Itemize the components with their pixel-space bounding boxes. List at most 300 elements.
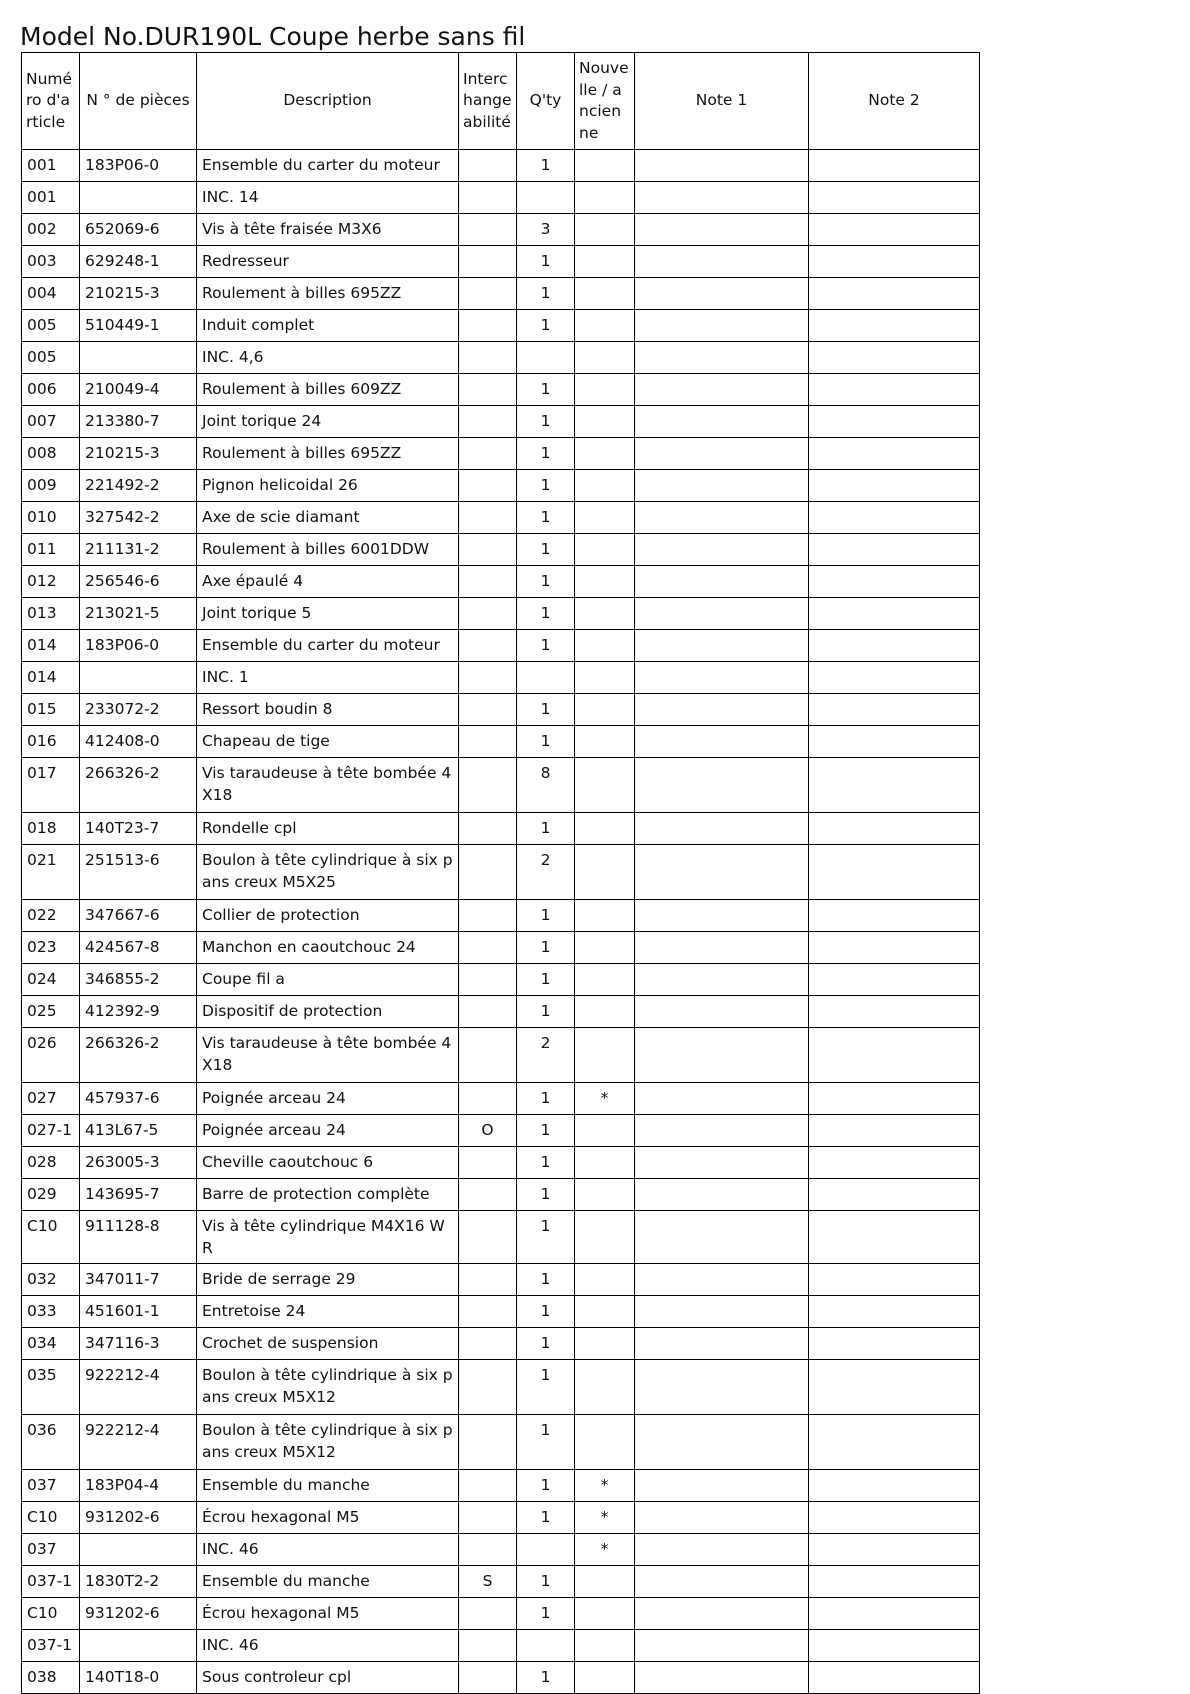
cell-part-no: 922212-4 xyxy=(80,1415,197,1470)
cell-description: Roulement à billes 6001DDW xyxy=(197,534,459,566)
cell-qty: 1 xyxy=(517,1662,575,1694)
cell-item-no: 014 xyxy=(22,662,80,694)
cell-new-old xyxy=(575,932,635,964)
table-row xyxy=(22,1264,980,1296)
cell-interchangeability xyxy=(459,630,517,662)
cell-qty: 1 xyxy=(517,932,575,964)
cell-note1 xyxy=(635,813,809,845)
cell-new-old xyxy=(575,1598,635,1630)
cell-note2 xyxy=(809,310,980,342)
cell-new-old: * xyxy=(575,1534,635,1566)
cell-interchangeability xyxy=(459,1534,517,1566)
cell-note1 xyxy=(635,1028,809,1083)
cell-note2 xyxy=(809,438,980,470)
cell-qty: 1 xyxy=(517,996,575,1028)
cell-interchangeability xyxy=(459,1211,517,1264)
cell-item-no: 014 xyxy=(22,630,80,662)
cell-note1 xyxy=(635,438,809,470)
cell-item-no: C10 xyxy=(22,1502,80,1534)
table-row xyxy=(22,374,980,406)
cell-interchangeability xyxy=(459,845,517,900)
table-row xyxy=(22,438,980,470)
cell-new-old xyxy=(575,845,635,900)
table-row xyxy=(22,996,980,1028)
cell-new-old xyxy=(575,1211,635,1264)
cell-item-no: 025 xyxy=(22,996,80,1028)
header-row xyxy=(22,53,980,150)
cell-item-no: 028 xyxy=(22,1147,80,1179)
cell-new-old xyxy=(575,278,635,310)
cell-qty: 1 xyxy=(517,1566,575,1598)
cell-interchangeability xyxy=(459,813,517,845)
cell-note2 xyxy=(809,813,980,845)
table-header xyxy=(22,53,980,150)
cell-note1 xyxy=(635,996,809,1028)
table-row xyxy=(22,1662,980,1694)
header-qty: Q'ty xyxy=(517,53,575,150)
cell-item-no: 005 xyxy=(22,310,80,342)
table-row xyxy=(22,182,980,214)
cell-interchangeability xyxy=(459,964,517,996)
cell-note2 xyxy=(809,1264,980,1296)
cell-description: Écrou hexagonal M5 xyxy=(197,1502,459,1534)
cell-description: Manchon en caoutchouc 24 xyxy=(197,932,459,964)
cell-item-no: 007 xyxy=(22,406,80,438)
cell-part-no: 931202-6 xyxy=(80,1598,197,1630)
cell-qty: 1 xyxy=(517,1415,575,1470)
cell-part-no xyxy=(80,342,197,374)
cell-item-no: C10 xyxy=(22,1598,80,1630)
cell-part-no: 213021-5 xyxy=(80,598,197,630)
cell-note2 xyxy=(809,278,980,310)
cell-note2 xyxy=(809,406,980,438)
cell-qty: 1 xyxy=(517,694,575,726)
cell-interchangeability xyxy=(459,1147,517,1179)
table-row xyxy=(22,1147,980,1179)
cell-note1 xyxy=(635,1415,809,1470)
cell-part-no: 256546-6 xyxy=(80,566,197,598)
cell-qty: 1 xyxy=(517,1470,575,1502)
cell-description: Entretoise 24 xyxy=(197,1296,459,1328)
cell-description: Crochet de suspension xyxy=(197,1328,459,1360)
cell-qty xyxy=(517,342,575,374)
cell-qty: 1 xyxy=(517,566,575,598)
cell-part-no: 451601-1 xyxy=(80,1296,197,1328)
cell-qty: 1 xyxy=(517,1211,575,1264)
cell-new-old xyxy=(575,438,635,470)
cell-note2 xyxy=(809,758,980,813)
cell-description: Redresseur xyxy=(197,246,459,278)
cell-part-no: 221492-2 xyxy=(80,470,197,502)
cell-description: Roulement à billes 609ZZ xyxy=(197,374,459,406)
cell-part-no: 1830T2-2 xyxy=(80,1566,197,1598)
cell-new-old xyxy=(575,342,635,374)
cell-part-no: 263005-3 xyxy=(80,1147,197,1179)
cell-part-no: 233072-2 xyxy=(80,694,197,726)
cell-part-no: 412392-9 xyxy=(80,996,197,1028)
cell-interchangeability xyxy=(459,566,517,598)
cell-note2 xyxy=(809,1147,980,1179)
table-row xyxy=(22,758,980,813)
cell-part-no: 183P06-0 xyxy=(80,150,197,182)
cell-new-old xyxy=(575,1147,635,1179)
cell-description: Boulon à tête cylindrique à six pans creux M5X12 xyxy=(197,1360,459,1415)
cell-note2 xyxy=(809,214,980,246)
cell-note1 xyxy=(635,1328,809,1360)
cell-note1 xyxy=(635,758,809,813)
cell-item-no: 005 xyxy=(22,342,80,374)
cell-description: Bride de serrage 29 xyxy=(197,1264,459,1296)
cell-new-old xyxy=(575,1296,635,1328)
cell-qty: 1 xyxy=(517,534,575,566)
cell-qty: 1 xyxy=(517,1598,575,1630)
cell-note1 xyxy=(635,214,809,246)
cell-interchangeability xyxy=(459,1083,517,1115)
table-row xyxy=(22,1360,980,1415)
cell-interchangeability xyxy=(459,438,517,470)
cell-note1 xyxy=(635,932,809,964)
cell-interchangeability xyxy=(459,932,517,964)
cell-qty: 1 xyxy=(517,374,575,406)
cell-description: Roulement à billes 695ZZ xyxy=(197,278,459,310)
table-row xyxy=(22,502,980,534)
cell-description: Ensemble du manche xyxy=(197,1566,459,1598)
cell-interchangeability xyxy=(459,534,517,566)
cell-qty: 1 xyxy=(517,470,575,502)
cell-item-no: 029 xyxy=(22,1179,80,1211)
cell-description: Induit complet xyxy=(197,310,459,342)
cell-part-no: 652069-6 xyxy=(80,214,197,246)
cell-note1 xyxy=(635,845,809,900)
table-row xyxy=(22,1598,980,1630)
cell-note2 xyxy=(809,1534,980,1566)
cell-note2 xyxy=(809,534,980,566)
cell-qty: 1 xyxy=(517,246,575,278)
table-row xyxy=(22,566,980,598)
cell-interchangeability xyxy=(459,342,517,374)
cell-note2 xyxy=(809,964,980,996)
cell-part-no: 412408-0 xyxy=(80,726,197,758)
table-row xyxy=(22,1415,980,1470)
table-row xyxy=(22,1328,980,1360)
cell-qty: 1 xyxy=(517,1115,575,1147)
table-row xyxy=(22,1296,980,1328)
cell-part-no xyxy=(80,662,197,694)
cell-item-no: 013 xyxy=(22,598,80,630)
cell-part-no: 266326-2 xyxy=(80,1028,197,1083)
cell-interchangeability xyxy=(459,214,517,246)
cell-part-no: 266326-2 xyxy=(80,758,197,813)
table-row xyxy=(22,214,980,246)
cell-note1 xyxy=(635,1296,809,1328)
cell-item-no: 023 xyxy=(22,932,80,964)
cell-interchangeability xyxy=(459,1360,517,1415)
cell-item-no: 038 xyxy=(22,1662,80,1694)
cell-interchangeability xyxy=(459,758,517,813)
cell-part-no: 424567-8 xyxy=(80,932,197,964)
cell-qty: 1 xyxy=(517,502,575,534)
cell-interchangeability xyxy=(459,694,517,726)
cell-item-no: C10 xyxy=(22,1211,80,1264)
cell-new-old xyxy=(575,246,635,278)
cell-interchangeability xyxy=(459,502,517,534)
cell-item-no: 012 xyxy=(22,566,80,598)
cell-new-old xyxy=(575,1028,635,1083)
cell-interchangeability xyxy=(459,1296,517,1328)
cell-note1 xyxy=(635,1662,809,1694)
parts-table xyxy=(21,52,980,1694)
cell-part-no: 629248-1 xyxy=(80,246,197,278)
cell-item-no: 018 xyxy=(22,813,80,845)
cell-new-old: * xyxy=(575,1502,635,1534)
cell-new-old xyxy=(575,1328,635,1360)
table-row xyxy=(22,342,980,374)
cell-interchangeability xyxy=(459,1598,517,1630)
cell-note2 xyxy=(809,1115,980,1147)
cell-part-no xyxy=(80,182,197,214)
page-title: Model No.DUR190L Coupe herbe sans fil xyxy=(20,22,526,51)
cell-description: Joint torique 5 xyxy=(197,598,459,630)
cell-new-old: * xyxy=(575,1083,635,1115)
cell-new-old xyxy=(575,662,635,694)
header-note2: Note 2 xyxy=(809,53,980,150)
cell-part-no: 140T23-7 xyxy=(80,813,197,845)
cell-qty xyxy=(517,1534,575,1566)
cell-interchangeability xyxy=(459,1415,517,1470)
cell-qty: 1 xyxy=(517,1179,575,1211)
cell-note2 xyxy=(809,374,980,406)
cell-description: Cheville caoutchouc 6 xyxy=(197,1147,459,1179)
cell-part-no: 911128-8 xyxy=(80,1211,197,1264)
cell-interchangeability xyxy=(459,246,517,278)
cell-note1 xyxy=(635,630,809,662)
header-interchangeability: Interchangeabilité xyxy=(459,53,517,150)
table-row xyxy=(22,1566,980,1598)
cell-description: Vis à tête fraisée M3X6 xyxy=(197,214,459,246)
table-row xyxy=(22,630,980,662)
cell-interchangeability xyxy=(459,1630,517,1662)
cell-item-no: 037 xyxy=(22,1470,80,1502)
cell-part-no xyxy=(80,1534,197,1566)
cell-interchangeability xyxy=(459,310,517,342)
cell-item-no: 021 xyxy=(22,845,80,900)
cell-interchangeability xyxy=(459,406,517,438)
cell-note1 xyxy=(635,342,809,374)
cell-new-old xyxy=(575,1566,635,1598)
cell-note1 xyxy=(635,1630,809,1662)
cell-part-no: 922212-4 xyxy=(80,1360,197,1415)
cell-note1 xyxy=(635,1083,809,1115)
table-row xyxy=(22,1115,980,1147)
cell-qty: 1 xyxy=(517,150,575,182)
cell-description: Ensemble du carter du moteur xyxy=(197,150,459,182)
cell-note1 xyxy=(635,278,809,310)
table-row xyxy=(22,964,980,996)
cell-description: INC. 46 xyxy=(197,1630,459,1662)
cell-description: Chapeau de tige xyxy=(197,726,459,758)
cell-part-no: 347011-7 xyxy=(80,1264,197,1296)
table-row xyxy=(22,1502,980,1534)
cell-note1 xyxy=(635,598,809,630)
cell-qty: 1 xyxy=(517,310,575,342)
cell-qty: 1 xyxy=(517,278,575,310)
cell-new-old xyxy=(575,1415,635,1470)
table-row xyxy=(22,406,980,438)
cell-interchangeability xyxy=(459,662,517,694)
table-row xyxy=(22,813,980,845)
cell-item-no: 001 xyxy=(22,150,80,182)
cell-new-old xyxy=(575,150,635,182)
cell-note2 xyxy=(809,900,980,932)
table-row xyxy=(22,1630,980,1662)
cell-note2 xyxy=(809,1028,980,1083)
cell-item-no: 003 xyxy=(22,246,80,278)
cell-description: Ensemble du carter du moteur xyxy=(197,630,459,662)
cell-note2 xyxy=(809,246,980,278)
cell-description: INC. 46 xyxy=(197,1534,459,1566)
cell-note1 xyxy=(635,502,809,534)
header-part-no: N ° de pièces xyxy=(80,53,197,150)
cell-note2 xyxy=(809,502,980,534)
cell-note1 xyxy=(635,310,809,342)
cell-part-no: 347667-6 xyxy=(80,900,197,932)
cell-note1 xyxy=(635,566,809,598)
cell-new-old xyxy=(575,534,635,566)
cell-new-old xyxy=(575,694,635,726)
cell-item-no: 037-1 xyxy=(22,1630,80,1662)
cell-note1 xyxy=(635,406,809,438)
cell-note2 xyxy=(809,150,980,182)
cell-description: Coupe fil a xyxy=(197,964,459,996)
cell-note1 xyxy=(635,662,809,694)
cell-part-no: 183P06-0 xyxy=(80,630,197,662)
cell-note2 xyxy=(809,1630,980,1662)
cell-interchangeability: S xyxy=(459,1566,517,1598)
cell-new-old xyxy=(575,1360,635,1415)
cell-new-old xyxy=(575,406,635,438)
cell-qty: 1 xyxy=(517,726,575,758)
cell-qty: 2 xyxy=(517,845,575,900)
cell-note2 xyxy=(809,1083,980,1115)
cell-note2 xyxy=(809,932,980,964)
cell-part-no: 140T18-0 xyxy=(80,1662,197,1694)
cell-new-old: * xyxy=(575,1470,635,1502)
table-row xyxy=(22,598,980,630)
cell-interchangeability xyxy=(459,900,517,932)
cell-qty: 1 xyxy=(517,406,575,438)
cell-interchangeability xyxy=(459,150,517,182)
cell-interchangeability: O xyxy=(459,1115,517,1147)
cell-description: Roulement à billes 695ZZ xyxy=(197,438,459,470)
cell-interchangeability xyxy=(459,374,517,406)
cell-item-no: 022 xyxy=(22,900,80,932)
table-row xyxy=(22,726,980,758)
cell-note2 xyxy=(809,182,980,214)
cell-note1 xyxy=(635,1502,809,1534)
cell-new-old xyxy=(575,182,635,214)
cell-qty xyxy=(517,662,575,694)
cell-qty: 8 xyxy=(517,758,575,813)
cell-part-no: 213380-7 xyxy=(80,406,197,438)
cell-note1 xyxy=(635,1360,809,1415)
cell-note1 xyxy=(635,1566,809,1598)
cell-part-no: 210215-3 xyxy=(80,438,197,470)
table-row xyxy=(22,845,980,900)
cell-description: Ensemble du manche xyxy=(197,1470,459,1502)
cell-new-old xyxy=(575,900,635,932)
cell-note1 xyxy=(635,1598,809,1630)
cell-part-no: 143695-7 xyxy=(80,1179,197,1211)
cell-item-no: 037 xyxy=(22,1534,80,1566)
table-row xyxy=(22,1470,980,1502)
cell-part-no: 931202-6 xyxy=(80,1502,197,1534)
table-row xyxy=(22,1534,980,1566)
table-row xyxy=(22,470,980,502)
cell-qty: 1 xyxy=(517,1083,575,1115)
cell-item-no: 001 xyxy=(22,182,80,214)
cell-item-no: 036 xyxy=(22,1415,80,1470)
cell-interchangeability xyxy=(459,1662,517,1694)
cell-qty: 1 xyxy=(517,1264,575,1296)
cell-note2 xyxy=(809,1296,980,1328)
cell-note2 xyxy=(809,1179,980,1211)
cell-item-no: 002 xyxy=(22,214,80,246)
cell-note2 xyxy=(809,662,980,694)
cell-new-old xyxy=(575,1662,635,1694)
cell-new-old xyxy=(575,758,635,813)
table-row xyxy=(22,310,980,342)
cell-note2 xyxy=(809,1598,980,1630)
cell-note1 xyxy=(635,1211,809,1264)
cell-part-no: 413L67-5 xyxy=(80,1115,197,1147)
cell-item-no: 017 xyxy=(22,758,80,813)
cell-new-old xyxy=(575,470,635,502)
cell-description: Axe épaulé 4 xyxy=(197,566,459,598)
cell-description: Axe de scie diamant xyxy=(197,502,459,534)
cell-item-no: 026 xyxy=(22,1028,80,1083)
cell-description: Boulon à tête cylindrique à six pans creux M5X25 xyxy=(197,845,459,900)
cell-new-old xyxy=(575,598,635,630)
cell-note2 xyxy=(809,1502,980,1534)
cell-description: Sous controleur cpl xyxy=(197,1662,459,1694)
cell-item-no: 009 xyxy=(22,470,80,502)
cell-note1 xyxy=(635,1470,809,1502)
cell-interchangeability xyxy=(459,278,517,310)
cell-note1 xyxy=(635,1115,809,1147)
cell-interchangeability xyxy=(459,726,517,758)
cell-new-old xyxy=(575,964,635,996)
cell-interchangeability xyxy=(459,1179,517,1211)
cell-description: Collier de protection xyxy=(197,900,459,932)
cell-new-old xyxy=(575,1179,635,1211)
cell-new-old xyxy=(575,630,635,662)
cell-note2 xyxy=(809,694,980,726)
table-row xyxy=(22,662,980,694)
cell-new-old xyxy=(575,310,635,342)
cell-part-no: 251513-6 xyxy=(80,845,197,900)
cell-interchangeability xyxy=(459,1028,517,1083)
cell-interchangeability xyxy=(459,1264,517,1296)
cell-qty: 1 xyxy=(517,1296,575,1328)
cell-part-no: 210215-3 xyxy=(80,278,197,310)
cell-part-no: 347116-3 xyxy=(80,1328,197,1360)
cell-description: Dispositif de protection xyxy=(197,996,459,1028)
cell-part-no: 211131-2 xyxy=(80,534,197,566)
cell-item-no: 027-1 xyxy=(22,1115,80,1147)
cell-note1 xyxy=(635,964,809,996)
cell-description: Vis à tête cylindrique M4X16 WR xyxy=(197,1211,459,1264)
cell-note1 xyxy=(635,726,809,758)
